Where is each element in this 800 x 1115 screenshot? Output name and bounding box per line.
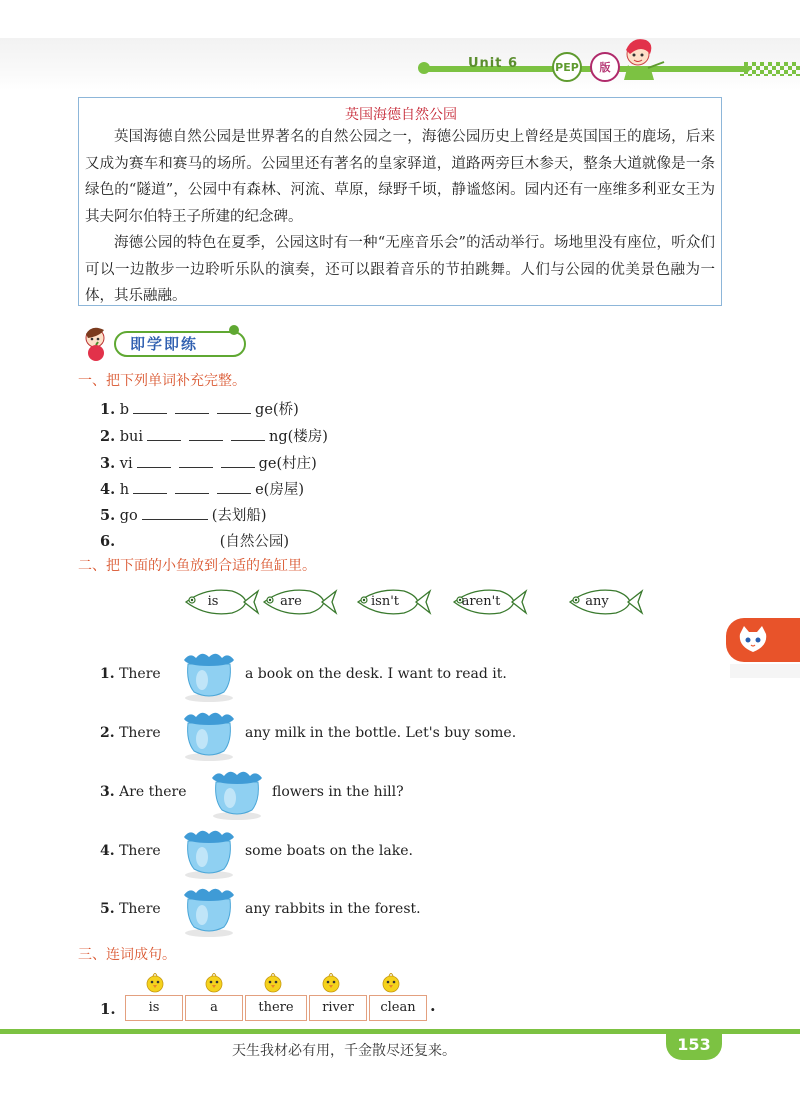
blank-1[interactable]: [133, 479, 167, 494]
chick-icon: [262, 970, 284, 994]
side-tab: [726, 618, 800, 662]
fish-bowl[interactable]: [178, 883, 240, 937]
item-number: 6.: [100, 533, 116, 550]
reading-body: [85, 124, 715, 310]
word-box[interactable]: clean: [369, 995, 427, 1021]
word-box[interactable]: a: [185, 995, 243, 1021]
word-box[interactable]: there: [245, 995, 307, 1021]
question-after: flowers in the hill?: [272, 784, 404, 800]
blank-3[interactable]: [221, 453, 255, 468]
word-item: [100, 425, 328, 446]
blank-1[interactable]: [147, 426, 181, 441]
word-suffix: (自然公园): [219, 534, 290, 550]
header-band: [0, 38, 800, 90]
question-after: any milk in the bottle. Let's buy some.: [245, 725, 517, 741]
edition-badge: 版: [590, 52, 620, 82]
chick-icon: [203, 970, 225, 994]
item-number: 3.: [100, 455, 116, 472]
fish-word: aren't: [461, 594, 501, 609]
question-before: There: [119, 666, 161, 682]
header-checker-pattern: [740, 62, 800, 76]
fish-bowl-icon: [178, 825, 240, 879]
word-suffix: (去划船): [211, 508, 267, 524]
fish-are[interactable]: [260, 585, 338, 619]
bowl-question: [100, 843, 161, 859]
question-after: any rabbits in the forest.: [245, 901, 421, 917]
item-number: 5.: [100, 507, 116, 524]
item-number: 3.: [100, 784, 115, 800]
fish-bowl[interactable]: [178, 707, 240, 761]
word-suffix: ge(村庄): [258, 456, 317, 472]
footer-motto: 天生我材必有用，千金散尽还复来。: [232, 1043, 456, 1059]
bowl-question: [100, 784, 187, 800]
fish-word: are: [280, 594, 302, 609]
fish-is[interactable]: [182, 585, 260, 619]
fish-bowl[interactable]: [178, 648, 240, 702]
word-prefix: go: [119, 508, 138, 524]
word-prefix: vi: [119, 456, 133, 472]
practice-mascot-icon: [78, 322, 118, 366]
question-before: There: [119, 901, 161, 917]
word-item: [100, 398, 299, 419]
fish-bowl-icon: [206, 766, 268, 820]
item-number: 1.: [100, 401, 116, 418]
fish-bowl[interactable]: [206, 766, 268, 820]
chick-icon: [380, 970, 402, 994]
page-number: 153: [666, 1030, 722, 1060]
fish-any[interactable]: [566, 585, 644, 619]
word-item: [100, 530, 289, 551]
item-number: 4.: [100, 843, 115, 859]
word-box[interactable]: is: [125, 995, 183, 1021]
word-item: [100, 504, 267, 525]
item-number: 1.: [100, 1000, 116, 1018]
item-number: 2.: [100, 428, 116, 445]
blank-3[interactable]: [217, 399, 251, 414]
chick-icon: [144, 970, 166, 994]
word-item: [100, 478, 304, 499]
practice-title: 即学即练: [130, 335, 199, 353]
fish-word: isn't: [371, 594, 399, 609]
reading-box: [78, 97, 722, 306]
chick-icon: [320, 970, 342, 994]
question-after: a book on the desk. I want to read it.: [245, 666, 507, 682]
word-suffix: ng(楼房): [269, 429, 328, 445]
blank-long[interactable]: [142, 505, 208, 520]
word-prefix: b: [119, 402, 130, 418]
word-suffix: e(房屋): [255, 482, 304, 498]
cat-face-icon: [736, 624, 770, 656]
section2-title: 二、把下面的小鱼放到合适的鱼缸里。: [78, 558, 316, 574]
blank-1[interactable]: [137, 453, 171, 468]
practice-dot: [229, 325, 239, 335]
reading-paragraph: 海德公园的特色在夏季，公园这时有一种“无座音乐会”的活动举行。场地里没有座位，听众们可以一边散步一边聆听乐队的演奏，还可以跟着音乐的节拍跳舞。人们与公园的优美景色融为一体，其乐融融。: [85, 235, 715, 304]
blank-2[interactable]: [189, 426, 223, 441]
bowl-question: [100, 666, 161, 682]
blank-2[interactable]: [175, 479, 209, 494]
word-box[interactable]: river: [309, 995, 367, 1021]
item-number: 4.: [100, 481, 116, 498]
blank-1[interactable]: [133, 399, 167, 414]
item-number: 1.: [100, 666, 115, 682]
item-number: 2.: [100, 725, 115, 741]
question-before: Are there: [119, 784, 187, 800]
blank-3[interactable]: [217, 479, 251, 494]
word-prefix: h: [119, 482, 130, 498]
bowl-question: [100, 725, 161, 741]
reading-paragraph: 英国海德自然公园是世界著名的自然公园之一，海德公园历史上曾经是英国国王的鹿场，后来又成为赛车和赛马的场所。公园里还有著名的皇家驿道，道路两旁巨木参天，整条大道就像是一条绿色的“隧道”，公园中有森林、河流、草原，绿野千顷，静谧悠闲。园内还有一座维多利亚女王为其夫阿尔伯特王子所建的纪念碑。: [85, 129, 715, 225]
fish-bowl-icon: [178, 648, 240, 702]
bowl-question: [100, 901, 161, 917]
pep-badge: PEP: [552, 52, 582, 82]
unit-label: Unit 6: [468, 56, 519, 71]
section3-title: 三、连词成句。: [78, 947, 176, 963]
word-prefix: bui: [119, 429, 144, 445]
reading-title: 英国海德自然公园: [345, 107, 457, 123]
side-tab-shadow: [730, 664, 800, 678]
fish-word: any: [585, 594, 609, 609]
blank-answer[interactable]: [124, 531, 216, 546]
blank-2[interactable]: [179, 453, 213, 468]
fish-bowl[interactable]: [178, 825, 240, 879]
fish-arent[interactable]: [450, 585, 528, 619]
question-after: some boats on the lake.: [245, 843, 413, 859]
sentence-end: .: [430, 996, 436, 1015]
fish-bowl-icon: [178, 883, 240, 937]
fish-word: is: [207, 594, 219, 609]
fish-isnt[interactable]: [354, 585, 432, 619]
word-item: [100, 452, 317, 473]
question-before: There: [119, 725, 161, 741]
item-number: 5.: [100, 901, 115, 917]
blank-3[interactable]: [231, 426, 265, 441]
question-before: There: [119, 843, 161, 859]
section1-title: 一、把下列单词补充完整。: [78, 373, 246, 389]
girl-mascot-icon: [612, 32, 668, 88]
fish-bowl-icon: [178, 707, 240, 761]
word-suffix: ge(桥): [255, 402, 299, 418]
blank-2[interactable]: [175, 399, 209, 414]
